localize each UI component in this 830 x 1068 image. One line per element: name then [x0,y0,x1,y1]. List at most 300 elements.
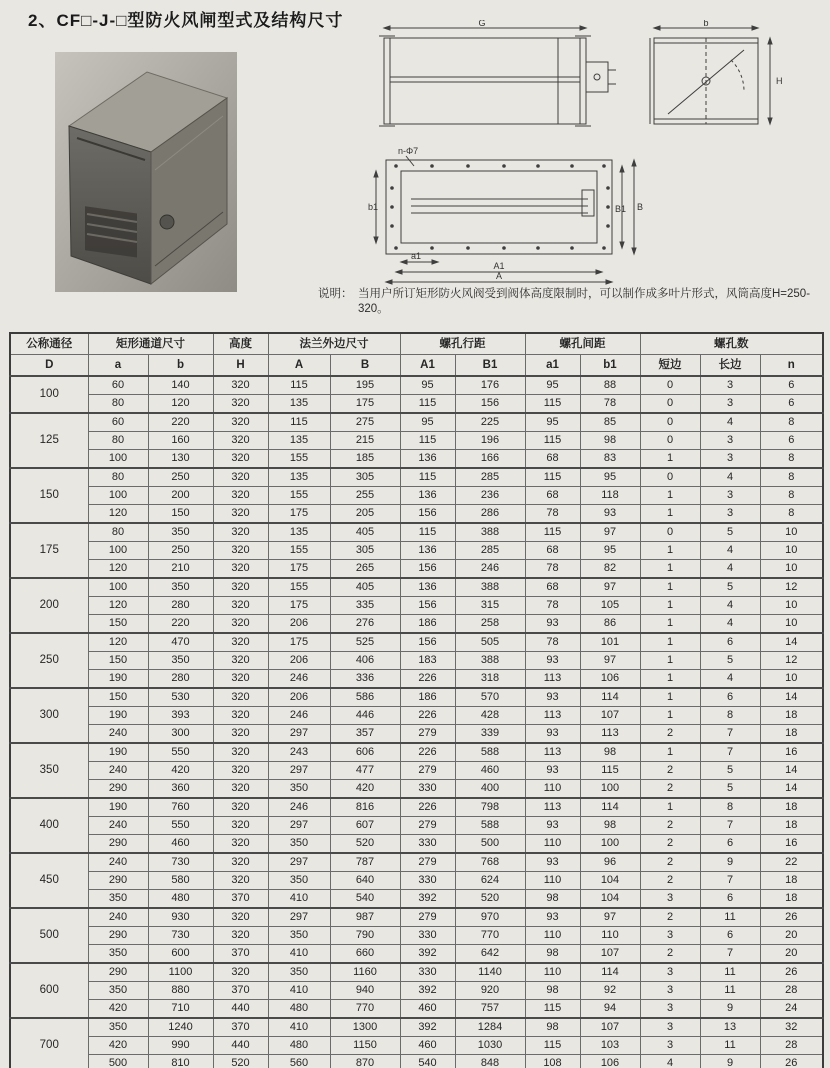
table-cell: 175 [268,597,330,615]
table-cell: 320 [213,798,268,817]
table-cell: 360 [148,780,213,799]
table-cell: 297 [268,762,330,780]
table-cell: 186 [400,615,455,634]
table-cell: 987 [330,908,400,927]
dimension-table [9,332,824,1068]
table-cell: 320 [213,853,268,872]
table-cell: 120 [88,633,148,652]
table-cell: 155 [268,578,330,597]
table-cell: 336 [330,670,400,689]
table-cell: 98 [525,890,580,909]
table-cell: 93 [525,762,580,780]
table-cell: 290 [88,963,148,982]
table-cell: 110 [580,927,640,945]
table-row [10,963,823,982]
table-cell: 13 [700,1018,760,1037]
table-cell: 606 [330,743,400,762]
table-cell: 110 [525,780,580,799]
table-cell: 320 [213,615,268,634]
table-cell: 6 [760,395,823,414]
table-cell: 190 [88,670,148,689]
table-cell: 3 [640,1018,700,1037]
table-cell: 290 [88,872,148,890]
table-cell: 8 [760,413,823,432]
table-cell: 405 [330,523,400,542]
table-cell: 9 [700,853,760,872]
table-cell: 3 [640,963,700,982]
table-cell: 78 [525,505,580,524]
table-cell: 115 [525,395,580,414]
table-cell: 420 [88,1037,148,1055]
column-header: b [148,355,213,377]
dim-label-A: A [495,271,503,281]
table-cell: 18 [760,872,823,890]
table-cell: 4 [700,597,760,615]
table-cell: 215 [330,432,400,450]
table-cell: 320 [213,670,268,689]
table-cell: 226 [400,670,455,689]
table-cell: 320 [213,817,268,835]
table-cell: 8 [760,468,823,487]
table-cell: 339 [455,725,525,744]
column-header: A [268,355,330,377]
table-cell: 410 [268,890,330,909]
table-cell: 9 [700,1000,760,1019]
table-cell: 757 [455,1000,525,1019]
table-cell: 600 [148,945,213,964]
table-row [10,413,823,432]
table-cell: 246 [268,798,330,817]
table-cell: 175 [330,395,400,414]
table-cell: 140 [148,376,213,395]
table-cell: 150 [88,615,148,634]
table-cell: 206 [268,615,330,634]
dim-label-a1: a1 [410,251,422,261]
table-cell: 240 [88,762,148,780]
table-cell: 4 [700,413,760,432]
table-cell: 350 [268,780,330,799]
table-cell: 118 [580,487,640,505]
table-cell: 350 [88,982,148,1000]
table-cell: 200 [148,487,213,505]
table-cell: 7 [700,725,760,744]
table-cell: 0 [640,432,700,450]
table-cell: 243 [268,743,330,762]
table-cell: 2 [640,908,700,927]
table-cell: 320 [213,908,268,927]
table-cell: 100 [580,780,640,799]
table-cell: 93 [525,615,580,634]
table-cell: 80 [88,468,148,487]
table-cell: 2 [640,725,700,744]
table-cell: 96 [580,853,640,872]
table-cell: 176 [455,376,525,395]
table-cell: 155 [268,487,330,505]
table-cell: 1 [640,707,700,725]
table-cell: 12 [760,578,823,597]
table-row [10,523,823,542]
table-cell: 370 [213,945,268,964]
table-cell: 520 [213,1055,268,1068]
table-cell: 405 [330,578,400,597]
table-cell: 255 [330,487,400,505]
table-cell: 290 [88,780,148,799]
table-cell: 95 [580,542,640,560]
table-cell: 480 [268,1037,330,1055]
product-photo [55,52,237,292]
table-cell: 95 [580,468,640,487]
table-cell: 26 [760,908,823,927]
table-cell: 279 [400,762,455,780]
table-cell: 115 [400,468,455,487]
table-cell: 320 [213,743,268,762]
table-cell: 95 [400,413,455,432]
table-cell: 98 [580,817,640,835]
table-cell: 870 [330,1055,400,1068]
table-row [10,780,823,799]
table-cell: 370 [213,890,268,909]
table-cell: 246 [268,670,330,689]
table-cell: 1 [640,652,700,670]
table-cell: 286 [455,505,525,524]
table-cell: 115 [580,762,640,780]
table-cell: 297 [268,908,330,927]
page-title: 2、CF□-J-□型防火风闸型式及结构尺寸 [28,11,344,30]
table-row [10,1037,823,1055]
table-cell: 285 [455,542,525,560]
table-cell: 92 [580,982,640,1000]
table-cell: 6 [760,432,823,450]
table-cell: 0 [640,468,700,487]
table-cell: 93 [525,817,580,835]
nominal-diameter-cell: 100 [10,376,88,413]
table-cell: 195 [330,376,400,395]
table-cell: 1 [640,743,700,762]
table-cell: 4 [700,615,760,634]
table-row [10,670,823,689]
table-row [10,725,823,744]
table-cell: 1 [640,450,700,469]
table-cell: 98 [580,743,640,762]
table-cell: 320 [213,523,268,542]
table-cell: 32 [760,1018,823,1037]
table-cell: 115 [525,1037,580,1055]
table-cell: 8 [700,707,760,725]
column-group-header: 螺孔行距 [400,333,525,355]
table-cell: 3 [640,982,700,1000]
table-cell: 115 [268,413,330,432]
table-cell: 388 [455,523,525,542]
column-group-header: 法兰外边尺寸 [268,333,400,355]
table-cell: 330 [400,780,455,799]
table-cell: 3 [700,505,760,524]
table-cell: 505 [455,633,525,652]
table-cell: 120 [88,597,148,615]
column-header: 长边 [700,355,760,377]
table-row [10,376,823,395]
table-cell: 880 [148,982,213,1000]
table-cell: 120 [88,560,148,579]
table-cell: 150 [148,505,213,524]
table-cell: 83 [580,450,640,469]
table-cell: 10 [760,670,823,689]
dim-label-b: b [703,20,709,28]
nominal-diameter-cell: 500 [10,908,88,963]
table-cell: 93 [525,652,580,670]
table-row [10,798,823,817]
table-cell: 114 [580,798,640,817]
table-cell: 107 [580,707,640,725]
column-group-header: 高度 [213,333,268,355]
nominal-diameter-cell: 300 [10,688,88,743]
table-cell: 104 [580,890,640,909]
table-cell: 550 [148,743,213,762]
dim-label-B1: B1 [615,204,627,214]
table-cell: 93 [525,908,580,927]
table-cell: 393 [148,707,213,725]
table-cell: 6 [700,927,760,945]
table-row [10,597,823,615]
table-row [10,890,823,909]
table-cell: 8 [760,505,823,524]
table-cell: 798 [455,798,525,817]
table-cell: 1150 [330,1037,400,1055]
table-cell: 8 [700,798,760,817]
table-cell: 320 [213,578,268,597]
table-cell: 110 [525,927,580,945]
table-row [10,542,823,560]
column-header: H [213,355,268,377]
table-cell: 1 [640,615,700,634]
table-cell: 350 [88,890,148,909]
table-cell: 3 [640,890,700,909]
table-row [10,945,823,964]
column-header: B1 [455,355,525,377]
table-cell: 5 [700,780,760,799]
table-row [10,835,823,854]
table-cell: 275 [330,413,400,432]
table-cell: 18 [760,707,823,725]
table-row [10,743,823,762]
table-cell: 240 [88,908,148,927]
table-cell: 520 [330,835,400,854]
column-header: A1 [400,355,455,377]
table-cell: 12 [760,652,823,670]
table-cell: 320 [213,927,268,945]
table-cell: 236 [455,487,525,505]
table-cell: 848 [455,1055,525,1068]
table-cell: 810 [148,1055,213,1068]
table-row [10,927,823,945]
table-cell: 1 [640,670,700,689]
table-cell: 6 [700,633,760,652]
nominal-diameter-cell: 350 [10,743,88,798]
drawing-front-view [368,146,643,286]
table-cell: 320 [213,376,268,395]
table-cell: 130 [148,450,213,469]
table-cell: 20 [760,945,823,964]
table-cell: 410 [268,982,330,1000]
column-header: b1 [580,355,640,377]
table-cell: 5 [700,652,760,670]
table-cell: 95 [525,376,580,395]
table-cell: 78 [525,597,580,615]
hole-callout: n-Φ7 [398,146,419,156]
column-group-header: 公称通径 [10,333,88,355]
table-cell: 350 [268,872,330,890]
table-cell: 0 [640,395,700,414]
table-cell: 136 [400,487,455,505]
table-row [10,395,823,414]
table-cell: 26 [760,1055,823,1068]
table-cell: 3 [700,432,760,450]
table-cell: 98 [580,432,640,450]
column-header: a [88,355,148,377]
table-cell: 7 [700,817,760,835]
table-cell: 103 [580,1037,640,1055]
note [318,287,826,317]
table-cell: 10 [760,523,823,542]
nominal-diameter-cell: 200 [10,578,88,633]
table-cell: 78 [525,633,580,652]
table-cell: 18 [760,817,823,835]
table-cell: 220 [148,413,213,432]
table-cell: 14 [760,762,823,780]
table-cell: 2 [640,817,700,835]
table-cell: 97 [580,578,640,597]
table-cell: 80 [88,432,148,450]
dim-label-B: B [637,202,643,212]
table-cell: 225 [455,413,525,432]
table-cell: 24 [760,1000,823,1019]
table-row [10,853,823,872]
table-cell: 100 [580,835,640,854]
table-cell: 68 [525,450,580,469]
table-row [10,468,823,487]
table-cell: 28 [760,982,823,1000]
table-row [10,578,823,597]
nominal-diameter-cell: 450 [10,853,88,908]
table-cell: 10 [760,597,823,615]
table-cell: 226 [400,707,455,725]
table-cell: 335 [330,597,400,615]
table-cell: 93 [525,688,580,707]
table-cell: 93 [580,505,640,524]
table-row [10,487,823,505]
table-cell: 1 [640,560,700,579]
table-cell: 410 [268,945,330,964]
nominal-diameter-cell: 400 [10,798,88,853]
table-cell: 68 [525,542,580,560]
table-cell: 16 [760,835,823,854]
table-cell: 320 [213,780,268,799]
drawing-side-view [370,20,620,148]
table-cell: 4 [700,468,760,487]
table-cell: 6 [760,376,823,395]
table-cell: 11 [700,1037,760,1055]
note-label: 说明： [318,288,353,300]
table-cell: 156 [455,395,525,414]
table-cell: 16 [760,743,823,762]
table-cell: 120 [88,505,148,524]
table-cell: 136 [400,542,455,560]
table-cell: 175 [268,560,330,579]
table-cell: 115 [268,376,330,395]
table-cell: 100 [88,487,148,505]
table-cell: 320 [213,597,268,615]
table-cell: 86 [580,615,640,634]
table-row [10,1018,823,1037]
table-cell: 160 [148,432,213,450]
table-cell: 108 [525,1055,580,1068]
table-cell: 94 [580,1000,640,1019]
table-cell: 446 [330,707,400,725]
table-row [10,908,823,927]
table-cell: 97 [580,523,640,542]
table-cell: 480 [148,890,213,909]
table-cell: 280 [148,670,213,689]
table-cell: 5 [700,578,760,597]
table-cell: 350 [88,945,148,964]
table-cell: 730 [148,927,213,945]
table-cell: 105 [580,597,640,615]
table-cell: 787 [330,853,400,872]
table-cell: 11 [700,963,760,982]
table-row [10,688,823,707]
table-cell: 330 [400,963,455,982]
table-cell: 570 [455,688,525,707]
table-cell: 18 [760,798,823,817]
table-row [10,633,823,652]
table-cell: 400 [455,780,525,799]
table-cell: 97 [580,652,640,670]
table-cell: 279 [400,725,455,744]
table-cell: 320 [213,450,268,469]
header-group-row [10,333,823,355]
table-cell: 1284 [455,1018,525,1037]
table-cell: 0 [640,413,700,432]
dim-label-H: H [776,76,783,86]
table-cell: 7 [700,872,760,890]
table-cell: 388 [455,578,525,597]
table-cell: 770 [330,1000,400,1019]
table-cell: 113 [580,725,640,744]
table-cell: 240 [88,853,148,872]
table-cell: 80 [88,523,148,542]
table-cell: 175 [268,633,330,652]
table-cell: 113 [525,670,580,689]
table-cell: 297 [268,725,330,744]
dim-label-A1: A1 [493,261,505,271]
table-cell: 290 [88,835,148,854]
table-cell: 9 [700,1055,760,1068]
table-cell: 970 [455,908,525,927]
table-cell: 420 [330,780,400,799]
table-cell: 115 [525,523,580,542]
table-cell: 410 [268,1018,330,1037]
table-cell: 1 [640,597,700,615]
table-cell: 279 [400,908,455,927]
table-cell: 82 [580,560,640,579]
table-cell: 440 [213,1037,268,1055]
table-cell: 78 [525,560,580,579]
table-cell: 3 [640,1037,700,1055]
table-cell: 1100 [148,963,213,982]
table-cell: 3 [640,927,700,945]
table-cell: 280 [148,597,213,615]
table-cell: 1 [640,542,700,560]
table-cell: 6 [700,835,760,854]
